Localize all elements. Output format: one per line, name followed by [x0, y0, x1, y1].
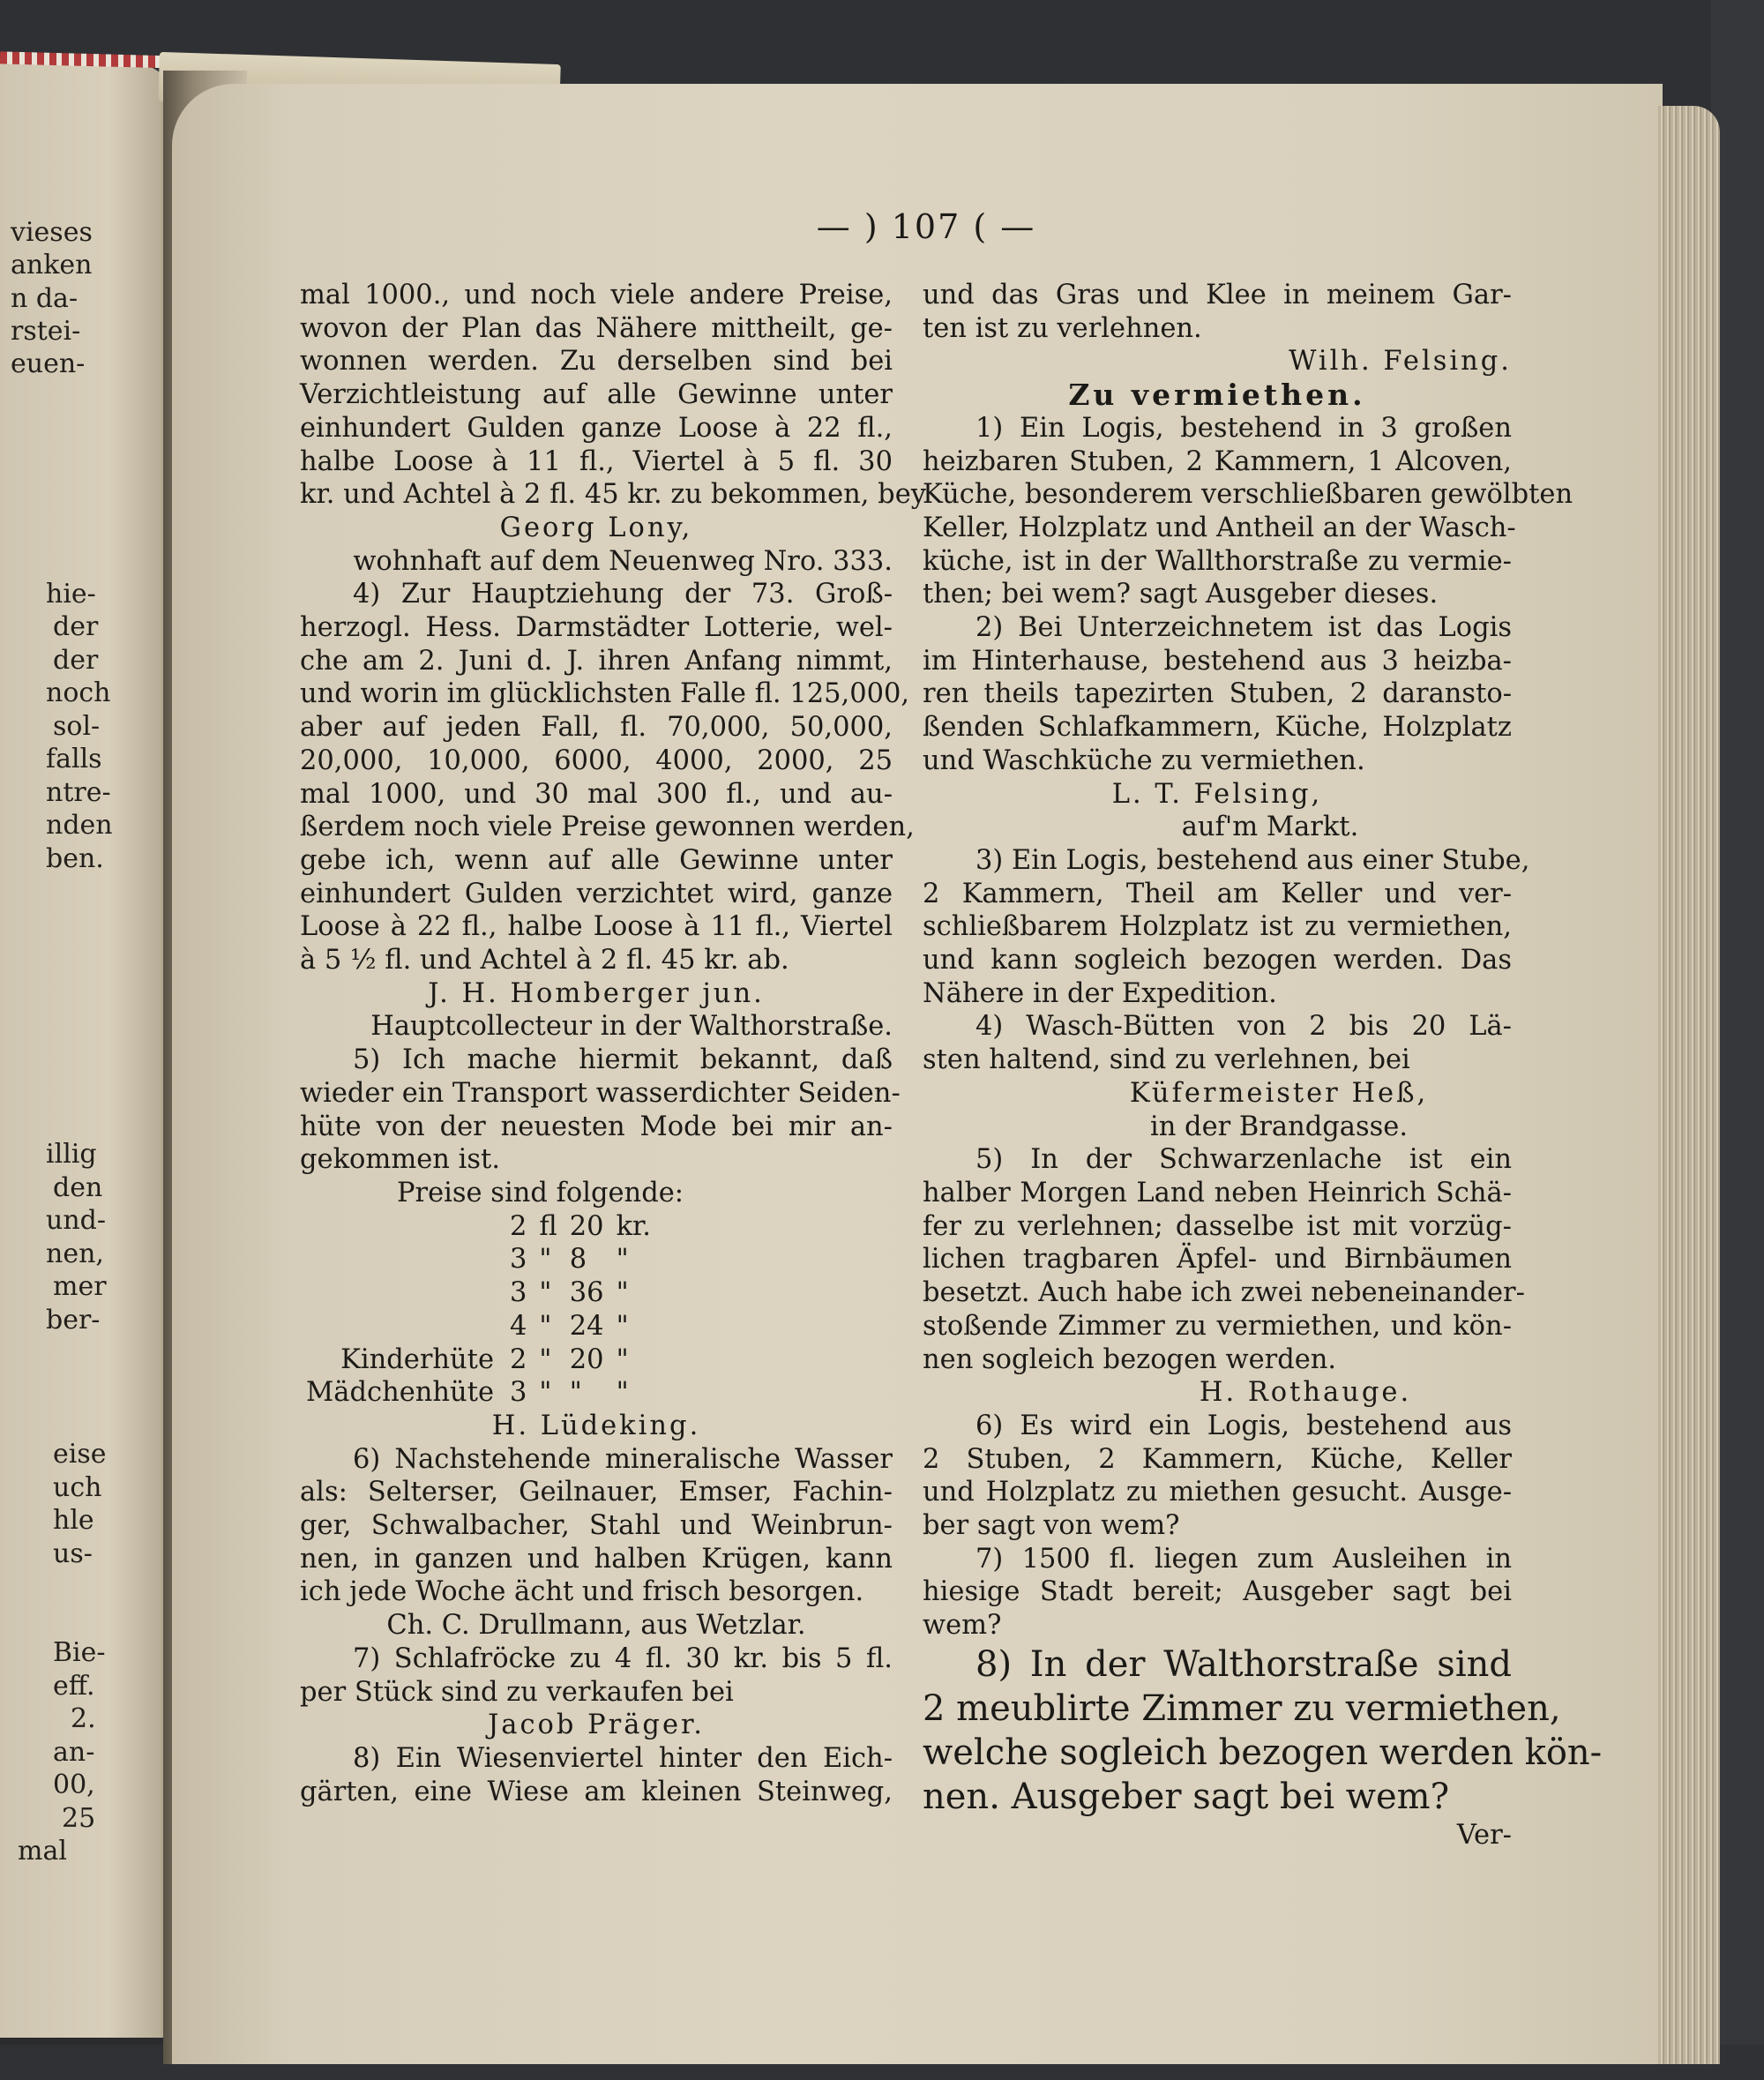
price-unit: " — [616, 1310, 629, 1342]
text-line: à 5 ½ fl. und Achtel à 2 fl. 45 kr. ab. — [300, 945, 789, 976]
text-line: welche sogleich bezogen werden kön- — [923, 1732, 1603, 1773]
price-label — [300, 1276, 510, 1310]
previous-page-fragment: mer — [53, 1271, 107, 1302]
text-line: gekommen ist. — [300, 1144, 501, 1176]
price-value: 3 — [510, 1277, 527, 1309]
text-line: halbe Loose à 11 fl., Viertel à 5 fl. 30 — [300, 445, 893, 477]
text-line: und Waschküche zu vermiethen. — [923, 744, 1365, 776]
text-line: 2 meublirte Zimmer zu vermiethen, — [923, 1687, 1561, 1729]
text-line: 4) Wasch-Bütten von 2 bis 20 Lä- — [975, 1011, 1512, 1043]
text-line: 4) Zur Hauptziehung der 73. Groß- — [353, 579, 893, 610]
address: Hauptcollecteur in der Walthorstraße. — [370, 1011, 893, 1043]
text-line: Loose à 22 fl., halbe Loose à 11 fl., Viertel — [300, 911, 893, 943]
ad-5 — [300, 1044, 901, 1442]
address: in der Brandgasse. — [1149, 1111, 1409, 1142]
ad-6 — [300, 1443, 893, 1642]
text-line: 5) Ich mache hiermit bekannt, daß — [353, 1044, 893, 1076]
price-value: 36 — [569, 1277, 604, 1309]
price-row — [300, 1276, 663, 1310]
prices-intro: Preise sind folgende: — [397, 1177, 684, 1208]
text-line: 7) 1500 fl. liegen zum Ausleihen in — [975, 1543, 1512, 1575]
text-line: ger, Schwalbacher, Stahl und Weinbrun- — [300, 1510, 893, 1542]
price-value: 2 — [510, 1343, 527, 1375]
previous-page-fragment: vieses — [11, 217, 93, 248]
previous-page-fragment: an- — [53, 1737, 95, 1768]
text-line: 2) Bei Unterzeichnetem ist das Logis — [975, 612, 1512, 644]
price-unit: " — [539, 1343, 552, 1375]
rental-6 — [923, 1410, 1512, 1543]
signature: Wilh. Felsing. — [1289, 346, 1512, 378]
text-line: einhundert Gulden ganze Loose à 22 fl., — [300, 412, 893, 444]
text-line: 20,000, 10,000, 6000, 4000, 2000, 25 — [300, 744, 893, 776]
price-row — [300, 1243, 663, 1276]
price-row — [300, 1210, 663, 1244]
ad-7 — [300, 1642, 893, 1742]
rental-4 — [923, 1010, 1512, 1143]
text-line: ßenden Schlafkammern, Küche, Holzplatz — [923, 712, 1512, 744]
text-line: 8) Ein Wiesenviertel hinter den Eich- — [353, 1742, 893, 1774]
price-unit: " — [616, 1377, 629, 1409]
price-unit: fl — [539, 1210, 557, 1242]
text-line: fer zu verlehnen; dasselbe ist mit vorzüg- — [923, 1210, 1512, 1242]
price-value: 20 — [569, 1343, 604, 1375]
rental-1 — [923, 412, 1573, 611]
text-line: und kann sogleich bezogen werden. Das — [923, 945, 1512, 976]
text-line: und Holzplatz zu miethen gesucht. Ausge- — [923, 1477, 1512, 1508]
previous-page-fragment: ben. — [46, 843, 104, 874]
signature: L. T. Felsing, — [1111, 778, 1323, 810]
rental-5 — [923, 1143, 1525, 1410]
text-line: per Stück sind zu verkaufen bei — [300, 1676, 734, 1708]
rental-8 — [923, 1642, 1603, 1819]
text-line: 2 Kammern, Theil am Keller und ver- — [923, 878, 1512, 909]
price-value: 24 — [569, 1310, 604, 1342]
text-line: hüte von der neuesten Mode bei mir an- — [300, 1111, 893, 1142]
signature: Ch. C. Drullmann, aus Wetzlar. — [386, 1610, 806, 1642]
catchword: Ver- — [1456, 1819, 1512, 1851]
price-row — [300, 1310, 663, 1343]
text-line: Keller, Holzplatz und Antheil an der Wasch- — [923, 512, 1516, 543]
previous-page-fragment: der — [53, 645, 99, 676]
text-line: Nähere in der Expedition. — [923, 977, 1277, 1009]
left-column — [300, 279, 926, 1808]
price-table — [300, 1210, 663, 1410]
text-line: schließbarem Holzplatz ist zu vermiethen, — [923, 911, 1512, 943]
text-line: im Hinterhause, bestehend aus 3 heizba- — [923, 645, 1512, 677]
previous-page-fragment: 2. — [71, 1703, 96, 1734]
price-value: 3 — [510, 1244, 527, 1276]
previous-page-fragment: mal — [18, 1836, 67, 1867]
text-line: einhundert Gulden verzichtet wird, ganze — [300, 878, 893, 909]
text-line: 7) Schlafröcke zu 4 fl. 30 kr. bis 5 fl. — [353, 1642, 893, 1674]
signature: Jacob Präger. — [488, 1710, 705, 1741]
previous-page-fragment: hle — [53, 1505, 94, 1536]
previous-page-fragment: ntre- — [46, 777, 111, 808]
text-line: besetzt. Auch habe ich zwei nebeneinander- — [923, 1277, 1525, 1309]
price-row — [300, 1376, 663, 1410]
text-line: lichen tragbaren Äpfel- und Birnbäumen — [923, 1244, 1512, 1276]
price-row — [300, 1343, 663, 1377]
text-line: nen, in ganzen und halben Krügen, kann — [300, 1543, 893, 1575]
text-line: wonnen werden. Zu derselben sind bei — [300, 346, 893, 378]
price-unit: " — [539, 1244, 552, 1276]
text-line: wieder ein Transport wasserdichter Seiden- — [300, 1077, 901, 1109]
previous-page-fragment: noch — [46, 677, 111, 708]
previous-page-fragment: nen, — [46, 1238, 104, 1269]
text-line: nen sogleich bezogen werden. — [923, 1343, 1337, 1375]
text-line: als: Selterser, Geilnauer, Emser, Fachin- — [300, 1477, 893, 1508]
price-label: Mädchenhüte — [306, 1377, 494, 1409]
rental-2 — [923, 611, 1512, 844]
text-line: stoßende Zimmer zu vermiethen, und kön- — [923, 1310, 1512, 1342]
price-value: " — [569, 1377, 582, 1409]
text-line: 3) Ein Logis, bestehend aus einer Stube, — [975, 844, 1530, 876]
text-line: und das Gras und Klee in meinem Gar- — [923, 280, 1512, 311]
price-unit: " — [616, 1343, 629, 1375]
text-line: then; bei wem? sagt Ausgeber dieses. — [923, 579, 1439, 610]
price-unit: " — [539, 1310, 552, 1342]
price-value: 2 — [510, 1210, 527, 1242]
text-line: küche, ist in der Wallthorstraße zu vermie- — [923, 545, 1512, 577]
price-unit: " — [616, 1244, 629, 1276]
text-line: che am 2. Juni d. J. ihren Anfang nimmt, — [300, 645, 893, 677]
text-line: aber auf jeden Fall, fl. 70,000, 50,000, — [300, 712, 893, 744]
price-label — [300, 1210, 510, 1244]
previous-page-fragment: us- — [53, 1538, 93, 1569]
text-line: ten ist zu verlehnen. — [923, 312, 1202, 344]
continuation — [923, 279, 1512, 378]
price-unit: " — [539, 1277, 552, 1309]
price-unit: " — [539, 1377, 552, 1409]
text-line: mal 1000., und noch viele andere Preise, — [300, 280, 893, 311]
price-value: 4 — [510, 1310, 527, 1342]
right-column — [923, 279, 1603, 1852]
address: wohnhaft auf dem Neuenweg Nro. 333. — [353, 545, 893, 577]
text-line: ber sagt von wem? — [923, 1510, 1180, 1542]
previous-page-fragment: ber- — [46, 1305, 101, 1336]
text-line: 6) Es wird ein Logis, bestehend aus — [975, 1410, 1512, 1441]
previous-page-fragment: nden — [46, 810, 113, 841]
ad-3-continuation — [300, 279, 926, 578]
page-edges — [1658, 106, 1720, 2064]
previous-page-fragment: uch — [53, 1472, 102, 1503]
previous-page-fragment: eise — [53, 1439, 107, 1470]
text-line: und worin im glücklichsten Falle fl. 125,000, — [300, 678, 910, 710]
signature: H. Rothauge. — [1199, 1377, 1412, 1409]
previous-page-fragment: falls — [46, 744, 102, 774]
text-line: 5) In der Schwarzenlache ist ein — [975, 1144, 1512, 1176]
price-label — [300, 1243, 510, 1276]
text-line: herzogl. Hess. Darmstädter Lotterie, wel- — [300, 612, 893, 644]
previous-page-fragment: illig — [46, 1139, 97, 1170]
signature: H. Lüdeking. — [491, 1410, 701, 1441]
text-line: wem? — [923, 1610, 1002, 1642]
previous-page-fragment: hie- — [46, 579, 96, 610]
text-line: ßerdem noch viele Preise gewonnen werden, — [300, 812, 915, 843]
text-line: wovon der Plan das Nähere mittheilt, ge- — [300, 312, 893, 344]
price-unit: " — [616, 1277, 629, 1309]
address: auf'm Markt. — [1181, 812, 1359, 843]
previous-page-fragment: und- — [46, 1205, 106, 1236]
signature: Georg Lony, — [499, 512, 693, 543]
text-line: kr. und Achtel à 2 fl. 45 kr. zu bekommen, bey — [300, 479, 926, 511]
text-line: 6) Nachstehende mineralische Wasser — [353, 1443, 893, 1475]
signature: J. H. Homberger jun. — [428, 977, 765, 1009]
previous-page-fragment: der — [53, 611, 99, 642]
text-line: hiesige Stadt bereit; Ausgeber sagt bei — [923, 1576, 1512, 1608]
text-line: 1) Ein Logis, bestehend in 3 großen — [975, 412, 1512, 444]
ad-4 — [300, 578, 915, 1044]
rental-7 — [923, 1543, 1512, 1642]
previous-page-fragment: sol- — [53, 711, 101, 742]
text-line: ren theils tapezirten Stuben, 2 daransto- — [923, 678, 1512, 710]
text-line: nen. Ausgeber sagt bei wem? — [923, 1776, 1450, 1817]
previous-page-fragment: 25 — [62, 1803, 96, 1834]
previous-page-fragment: anken — [11, 250, 93, 281]
price-label — [300, 1310, 510, 1343]
previous-page-fragment: n da- — [11, 283, 78, 314]
previous-page-edge — [0, 62, 181, 2038]
previous-page-fragment: Bie- — [53, 1637, 106, 1668]
section-heading: Zu vermiethen. — [1068, 378, 1366, 413]
price-value: 3 — [510, 1377, 527, 1409]
text-line: 8) In der Walthorstraße sind — [975, 1643, 1512, 1685]
previous-page-fragment: euen- — [11, 348, 86, 379]
price-label: Kinderhüte — [340, 1343, 494, 1375]
text-line: gebe ich, wenn auf alle Gewinne unter — [300, 844, 893, 876]
previous-page-fragment: eff. — [53, 1671, 95, 1702]
previous-page-fragment: 00, — [53, 1769, 95, 1800]
rental-3 — [923, 844, 1530, 1011]
price-value: 20 — [569, 1210, 604, 1242]
price-value: 8 — [569, 1244, 587, 1276]
signature: Küfermeister Heß, — [1129, 1077, 1429, 1109]
ad-8 — [300, 1742, 893, 1808]
text-line: Küche, besonderem verschließbaren gewölbten — [923, 479, 1573, 511]
text-line: gärten, eine Wiese am kleinen Steinweg, — [300, 1776, 893, 1807]
text-line: ich jede Woche ächt und frisch besorgen. — [300, 1576, 864, 1608]
text-line: halber Morgen Land neben Heinrich Schä- — [923, 1177, 1512, 1208]
price-unit: kr. — [616, 1210, 651, 1242]
text-line: heizbaren Stuben, 2 Kammern, 1 Alcoven, — [923, 445, 1512, 477]
previous-page-fragment: den — [53, 1172, 103, 1203]
previous-page-fragment: rstei- — [11, 316, 81, 347]
text-line: Verzichtleistung auf alle Gewinne unter — [300, 379, 893, 411]
text-line: sten haltend, sind zu verlehnen, bei — [923, 1044, 1410, 1076]
page-number-header: — ) 107 ( — — [816, 207, 1036, 246]
text-line: 2 Stuben, 2 Kammern, Küche, Keller — [923, 1443, 1512, 1475]
text-line: mal 1000, und 30 mal 300 fl., und au- — [300, 778, 893, 810]
